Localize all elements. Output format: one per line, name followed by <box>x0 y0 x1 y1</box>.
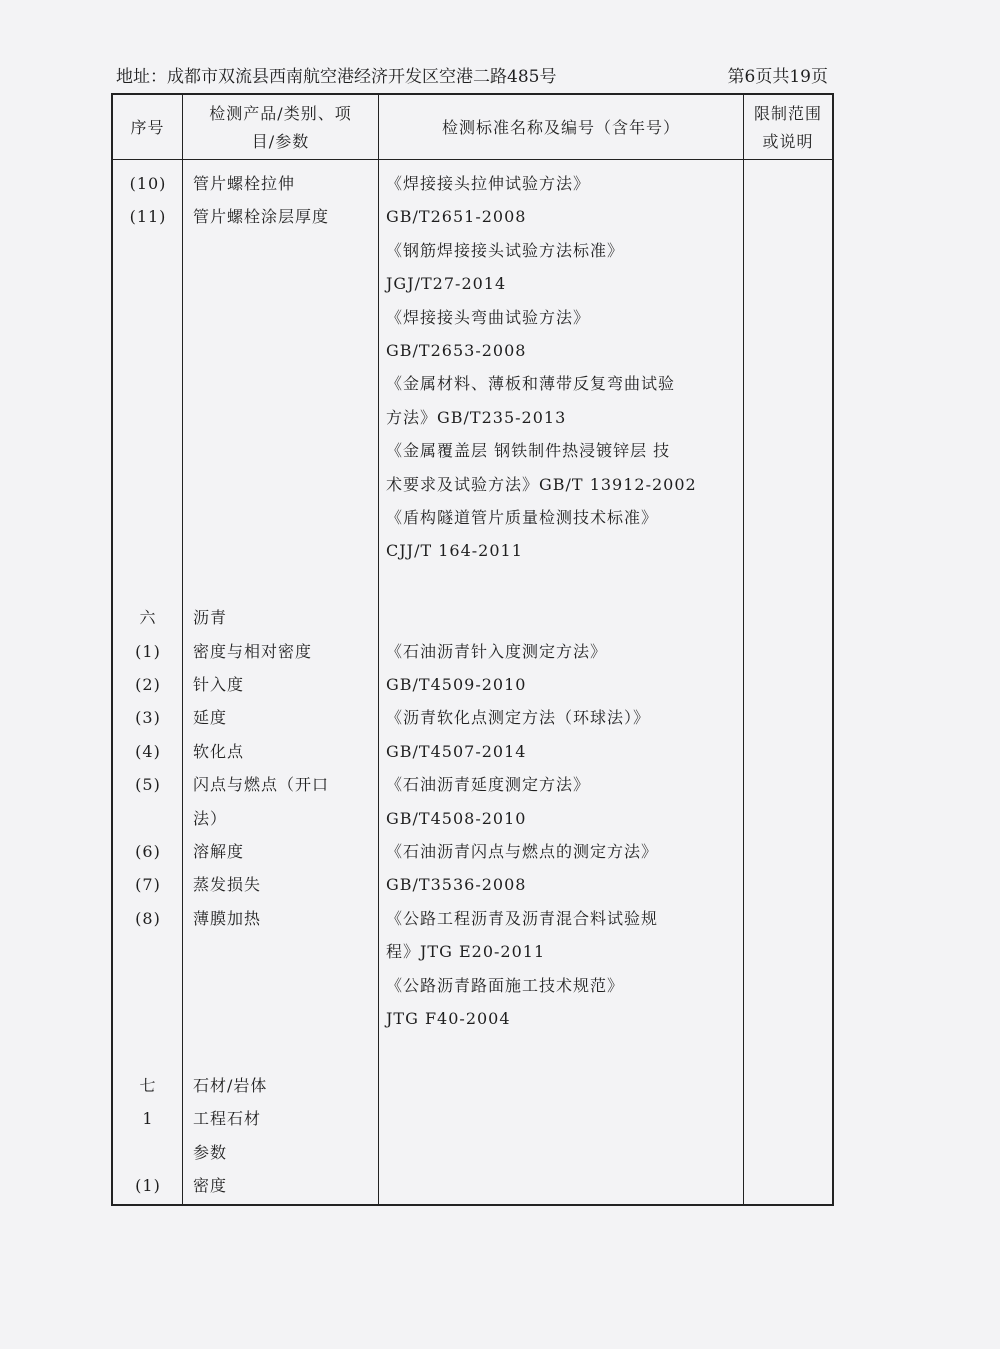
row-number: (8) <box>135 908 161 928</box>
row-standard: 《焊接接头弯曲试验方法》 <box>386 307 591 327</box>
row-number: 1 <box>142 1109 154 1129</box>
row-number: (1) <box>135 1176 161 1195</box>
address-text: 地址：成都市双流县西南航空港经济开发区空港二路485号 <box>116 67 557 87</box>
row-number: (1) <box>135 641 161 661</box>
row-standard: 《石油沥青延度测定方法》 <box>386 775 591 795</box>
row-item: 工程石材 <box>193 1109 262 1129</box>
row-number: (11) <box>129 207 167 227</box>
row-item: 蒸发损失 <box>193 875 262 895</box>
row-item: 薄膜加热 <box>193 908 262 928</box>
row-item: 石材/岩体 <box>193 1075 268 1095</box>
row-item: 软化点 <box>193 741 245 761</box>
row-standard: 术要求及试验方法》GB/T 13912-2002 <box>386 474 697 494</box>
row-number: 七 <box>139 1075 157 1095</box>
row-item: 管片螺栓涂层厚度 <box>193 207 330 227</box>
row-item: 密度与相对密度 <box>193 641 313 661</box>
header-limit-line1: 限制范围 <box>753 104 822 123</box>
header-divider <box>113 159 832 160</box>
page-header <box>116 64 828 90</box>
row-item: 管片螺栓拉伸 <box>193 174 296 193</box>
row-standard: 《钢筋焊接接头试验方法标准》 <box>386 240 625 260</box>
row-standard: 《沥青软化点测定方法（环球法）》 <box>386 708 651 728</box>
row-item: 沥青 <box>193 608 228 628</box>
row-standard: JTG F40-2004 <box>386 1009 511 1028</box>
row-item: 密度 <box>193 1176 228 1195</box>
row-standard: 《公路沥青路面施工技术规范》 <box>386 975 625 995</box>
header-limit-line2: 或说明 <box>762 132 814 151</box>
row-standard: GB/T2653-2008 <box>386 341 527 360</box>
header-item-line2: 目/参数 <box>251 132 310 151</box>
page-number: 第6页共19页 <box>727 67 828 87</box>
row-item: 延度 <box>193 708 228 728</box>
row-standard: 《金属材料、薄板和薄带反复弯曲试验 <box>386 374 676 394</box>
row-number: (6) <box>135 842 161 861</box>
row-number: (5) <box>135 775 161 795</box>
row-standard: GB/T3536-2008 <box>386 875 527 895</box>
row-standard: GB/T2651-2008 <box>386 207 527 227</box>
row-standard: 《石油沥青针入度测定方法》 <box>386 641 608 661</box>
row-standard: 《盾构隧道管片质量检测技术标准》 <box>386 508 659 527</box>
row-item: 参数 <box>193 1142 228 1162</box>
row-standard: 《焊接接头拉伸试验方法》 <box>386 174 591 193</box>
row-item: 针入度 <box>193 675 245 694</box>
row-number: (2) <box>135 675 161 694</box>
row-standard: CJJ/T 164-2011 <box>386 541 523 561</box>
row-standard: 《金属覆盖层 钢铁制件热浸镀锌层 技 <box>386 441 671 461</box>
row-standard: 方法》GB/T235-2013 <box>386 407 567 427</box>
row-number: (7) <box>135 875 161 895</box>
row-standard: 《石油沥青闪点与燃点的测定方法》 <box>386 842 659 861</box>
row-standard: 《公路工程沥青及沥青混合料试验规 <box>386 908 659 928</box>
row-standard: GB/T4507-2014 <box>386 741 527 761</box>
header-no: 序号 <box>130 118 165 137</box>
row-item: 闪点与燃点（开口 <box>193 775 330 795</box>
col-divider <box>378 95 379 1204</box>
row-item: 法） <box>193 808 228 828</box>
standards-table <box>111 93 834 1206</box>
row-number: (3) <box>135 708 161 728</box>
row-item: 溶解度 <box>193 842 245 861</box>
row-standard: GB/T4509-2010 <box>386 675 527 694</box>
row-number: (4) <box>135 741 161 761</box>
row-number: 六 <box>139 608 157 628</box>
header-item-line1: 检测产品/类别、项 <box>209 104 352 123</box>
row-standard: GB/T4508-2010 <box>386 808 527 828</box>
row-standard: JGJ/T27-2014 <box>386 274 507 294</box>
header-standard: 检测标准名称及编号（含年号） <box>441 118 680 137</box>
row-number: (10) <box>129 174 167 193</box>
row-standard: 程》JTG E20-2011 <box>386 942 546 962</box>
